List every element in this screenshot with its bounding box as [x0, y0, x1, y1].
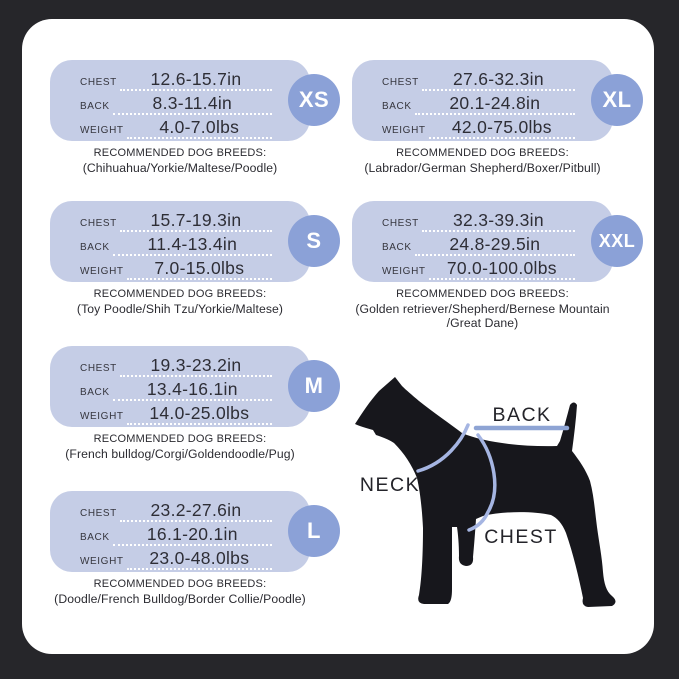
dotted-leader — [422, 68, 575, 92]
chest-label: CHEST — [80, 77, 117, 88]
size-card-xl — [352, 60, 632, 175]
size-badge-l: L — [288, 505, 340, 557]
chest-row — [80, 499, 272, 522]
breeds-list: (French bulldog/Corgi/Goldendoodle/Pug) — [65, 446, 295, 461]
chest-label: CHEST — [80, 508, 117, 519]
back-row — [80, 92, 272, 115]
weight-value: 14.0-25.0lbs — [149, 402, 250, 423]
size-card-m — [50, 346, 324, 461]
neck-diagram-label: NECK — [359, 474, 421, 496]
weight-label: WEIGHT — [382, 125, 426, 136]
measurement-card — [50, 201, 322, 282]
recommended-heading: RECOMMENDED DOG BREEDS: — [93, 147, 267, 159]
weight-row — [80, 402, 272, 425]
weight-row — [80, 547, 272, 570]
size-badge-s: S — [288, 215, 340, 267]
size-badge-xs: XS — [288, 74, 340, 126]
size-card-xs — [50, 60, 330, 175]
chest-row — [80, 68, 272, 91]
dotted-leader — [113, 523, 272, 547]
chest-label: CHEST — [80, 218, 117, 229]
weight-value: 42.0-75.0lbs — [451, 116, 552, 137]
dog-measurement-diagram — [345, 374, 645, 632]
chest-value: 27.6-32.3in — [453, 68, 544, 89]
breeds-note — [50, 578, 310, 606]
weight-row — [382, 257, 575, 280]
chest-value: 32.3-39.3in — [453, 209, 544, 230]
back-row — [80, 523, 272, 546]
dotted-leader — [429, 257, 575, 281]
back-label: BACK — [80, 532, 110, 543]
measurement-card — [50, 346, 324, 427]
chest-diagram-label: CHEST — [484, 526, 558, 548]
breeds-note — [352, 288, 613, 331]
weight-row — [80, 116, 272, 139]
back-value: 11.4-13.4in — [147, 233, 238, 254]
chest-value: 23.2-27.6in — [150, 499, 242, 520]
back-row — [80, 233, 272, 256]
breeds-note — [352, 147, 613, 175]
weight-value: 23.0-48.0lbs — [149, 547, 250, 568]
breeds-list: (Golden retriever/Shepherd/Bernese Mountain — [355, 301, 610, 316]
dotted-leader — [127, 116, 272, 140]
size-card-s — [50, 201, 322, 316]
back-label: BACK — [80, 242, 110, 253]
measurement-card — [50, 60, 330, 141]
breeds-note — [50, 147, 310, 175]
back-value: 20.1-24.8in — [449, 92, 541, 113]
dotted-leader — [415, 92, 575, 116]
weight-label: WEIGHT — [80, 266, 124, 277]
breeds-list: (Doodle/French Bulldog/Border Collie/Poodle) — [54, 591, 306, 606]
recommended-heading: RECOMMENDED DOG BREEDS: — [396, 147, 569, 159]
back-row — [80, 378, 272, 401]
dotted-leader — [120, 68, 272, 92]
chest-value: 12.6-15.7in — [150, 68, 242, 89]
measurement-card — [50, 491, 321, 572]
back-label: BACK — [80, 387, 110, 398]
back-value: 13.4-16.1in — [146, 378, 238, 399]
breeds-note — [50, 288, 310, 316]
weight-label: WEIGHT — [382, 266, 426, 277]
back-row — [382, 233, 575, 256]
chest-row — [80, 209, 272, 232]
breeds-list: (Toy Poodle/Shih Tzu/Yorkie/Maltese) — [76, 301, 284, 316]
breeds-list: (Labrador/German Shepherd/Boxer/Pitbull) — [364, 160, 601, 175]
back-value: 24.8-29.5in — [449, 233, 541, 254]
dotted-leader — [429, 116, 575, 140]
size-card-l — [50, 491, 321, 606]
recommended-heading: RECOMMENDED DOG BREEDS: — [93, 288, 267, 300]
size-badge-xxl: XXL — [591, 215, 643, 267]
weight-label: WEIGHT — [80, 556, 124, 567]
back-value: 16.1-20.1in — [146, 523, 238, 544]
weight-value: 70.0-100.0lbs — [446, 257, 557, 278]
weight-value: 4.0-7.0lbs — [159, 116, 240, 137]
back-label: BACK — [80, 101, 110, 112]
breeds-list-cont: /Great Dane) — [446, 316, 519, 331]
breeds-list: (Chihuahua/Yorkie/Maltese/Poodle) — [82, 160, 278, 175]
back-diagram-label: BACK — [492, 404, 552, 426]
dotted-leader — [127, 547, 272, 571]
chest-label: CHEST — [382, 218, 419, 229]
back-label: BACK — [382, 242, 412, 253]
back-value: 8.3-11.4in — [152, 92, 233, 113]
dotted-leader — [422, 209, 575, 233]
recommended-heading: RECOMMENDED DOG BREEDS: — [396, 288, 569, 300]
measurement-card — [352, 60, 632, 141]
weight-row — [80, 257, 272, 280]
dotted-leader — [127, 257, 272, 281]
dotted-leader — [113, 378, 272, 402]
size-badge-m: M — [288, 360, 340, 412]
chest-label: CHEST — [382, 77, 419, 88]
back-label: BACK — [382, 101, 412, 112]
size-badge-xl: XL — [591, 74, 643, 126]
dotted-leader — [113, 233, 272, 257]
dotted-leader — [120, 209, 272, 233]
chest-row — [382, 209, 575, 232]
recommended-heading: RECOMMENDED DOG BREEDS: — [93, 578, 267, 590]
size-card-xxl — [352, 201, 636, 331]
measurement-card — [352, 201, 636, 282]
dotted-leader — [113, 92, 272, 116]
weight-label: WEIGHT — [80, 411, 124, 422]
dotted-leader — [415, 233, 575, 257]
chest-row — [382, 68, 575, 91]
weight-label: WEIGHT — [80, 125, 124, 136]
dotted-leader — [120, 499, 272, 523]
chest-value: 19.3-23.2in — [150, 354, 242, 375]
dotted-leader — [120, 354, 272, 378]
dog-diagram-svg — [345, 374, 645, 632]
dotted-leader — [127, 402, 272, 426]
chest-row — [80, 354, 272, 377]
back-row — [382, 92, 575, 115]
breeds-note — [50, 433, 310, 461]
chest-value: 15.7-19.3in — [150, 209, 242, 230]
chest-label: CHEST — [80, 363, 117, 374]
chart-page — [22, 19, 654, 654]
weight-row — [382, 116, 575, 139]
recommended-heading: RECOMMENDED DOG BREEDS: — [93, 433, 267, 445]
weight-value: 7.0-15.0lbs — [154, 257, 245, 278]
